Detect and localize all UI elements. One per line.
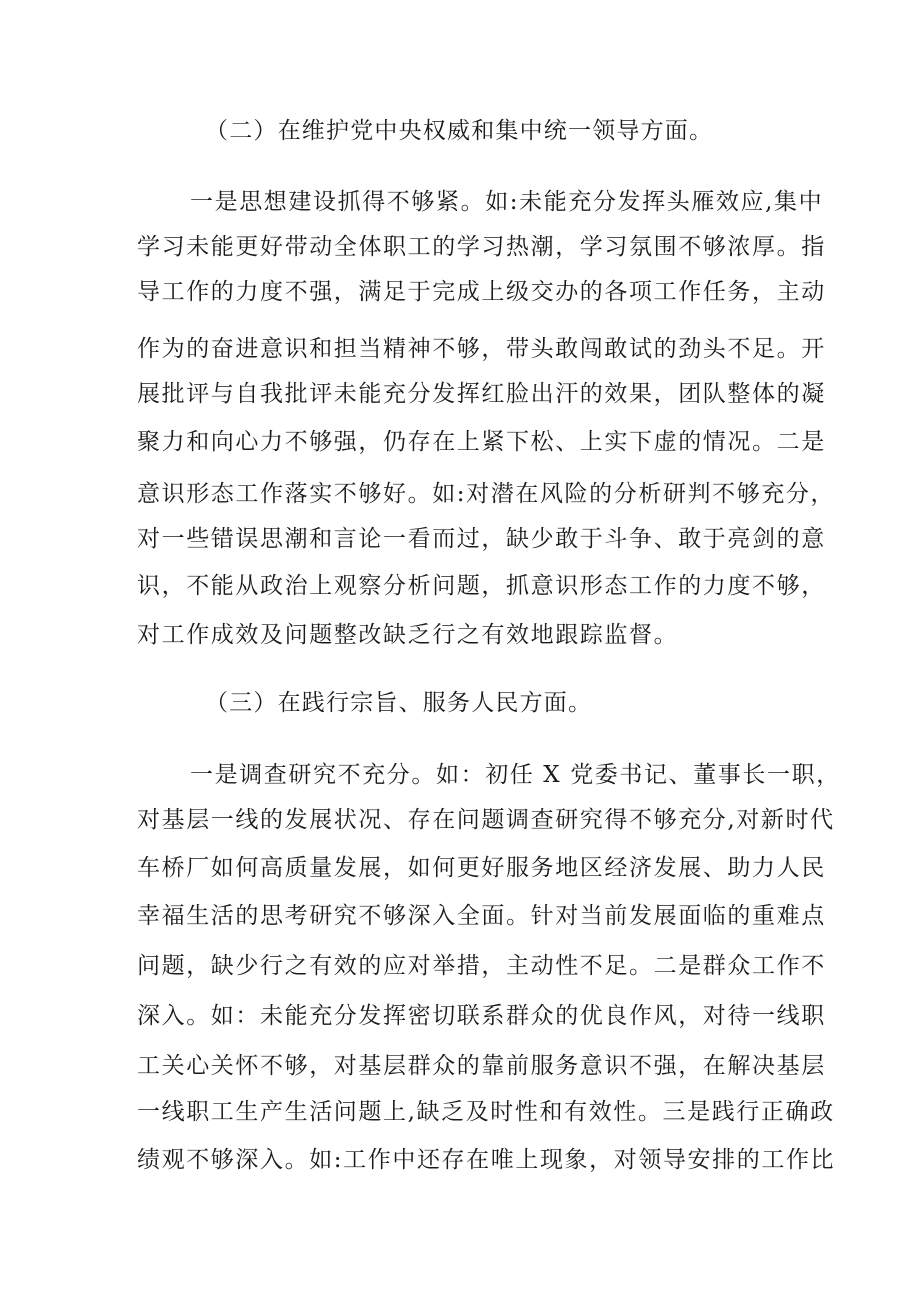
text-line: 深入。如：未能充分发挥密切联系群众的优良作风，对待一线职 (137, 1003, 826, 1029)
text-line: 对一些错误思潮和言论一看而过，缺少敢于斗争、敢于亮剑的意 (137, 526, 826, 552)
text-line: 一是思想建设抓得不够紧。如:未能充分发挥头雁效应,集中 (190, 189, 824, 215)
text-line: 车桥厂如何高质量发展，如何更好服务地区经济发展、助力人民 (137, 855, 826, 881)
text-line: 学习未能更好带动全体职工的学习热潮，学习氛围不够浓厚。指 (137, 234, 826, 260)
section-heading-2: （二）在维护党中央权威和集中统一领导方面。 (205, 118, 714, 144)
text-line: 一线职工生产生活问题上,缺乏及时性和有效性。三是践行正确政 (137, 1099, 835, 1125)
text-line: 导工作的力度不强，满足于完成上级交办的各项工作任务，主动 (137, 279, 826, 305)
text-line: 幸福生活的思考研究不够深入全面。针对当前发展面临的重难点 (137, 903, 826, 929)
text-line: 意识形态工作落实不够好。如:对潜在风险的分析研判不够充分， (137, 481, 836, 507)
text-line: 对工作成效及问题整改缺乏行之有效地跟踪监督。 (137, 622, 679, 648)
text-line: 聚力和向心力不够强，仍存在上紧下松、上实下虚的情况。二是 (137, 429, 826, 455)
text-line: 问题，缺少行之有效的应对举措，主动性不足。二是群众工作不 (137, 953, 826, 979)
text-line: 一是调查研究不充分。如：初任 X 党委书记、董事长一职， (190, 762, 841, 788)
text-line: 工关心关怀不够，对基层群众的靠前服务意识不强，在解决基层 (137, 1053, 826, 1079)
text-line: 绩观不够深入。如:工作中还存在唯上现象，对领导安排的工作比 (137, 1147, 836, 1173)
section-heading-3: （三）在践行宗旨、服务人民方面。 (205, 690, 593, 716)
text-line: 展批评与自我批评未能充分发挥红脸出汗的效果，团队整体的凝 (137, 381, 826, 407)
text-line: 对基层一线的发展状况、存在问题调查研究得不够充分,对新时代 (137, 807, 835, 833)
text-line: 识，不能从政治上观察分析问题，抓意识形态工作的力度不够， (137, 573, 826, 599)
text-line: 作为的奋进意识和担当精神不够，带头敢闯敢试的劲头不足。开 (137, 336, 826, 362)
